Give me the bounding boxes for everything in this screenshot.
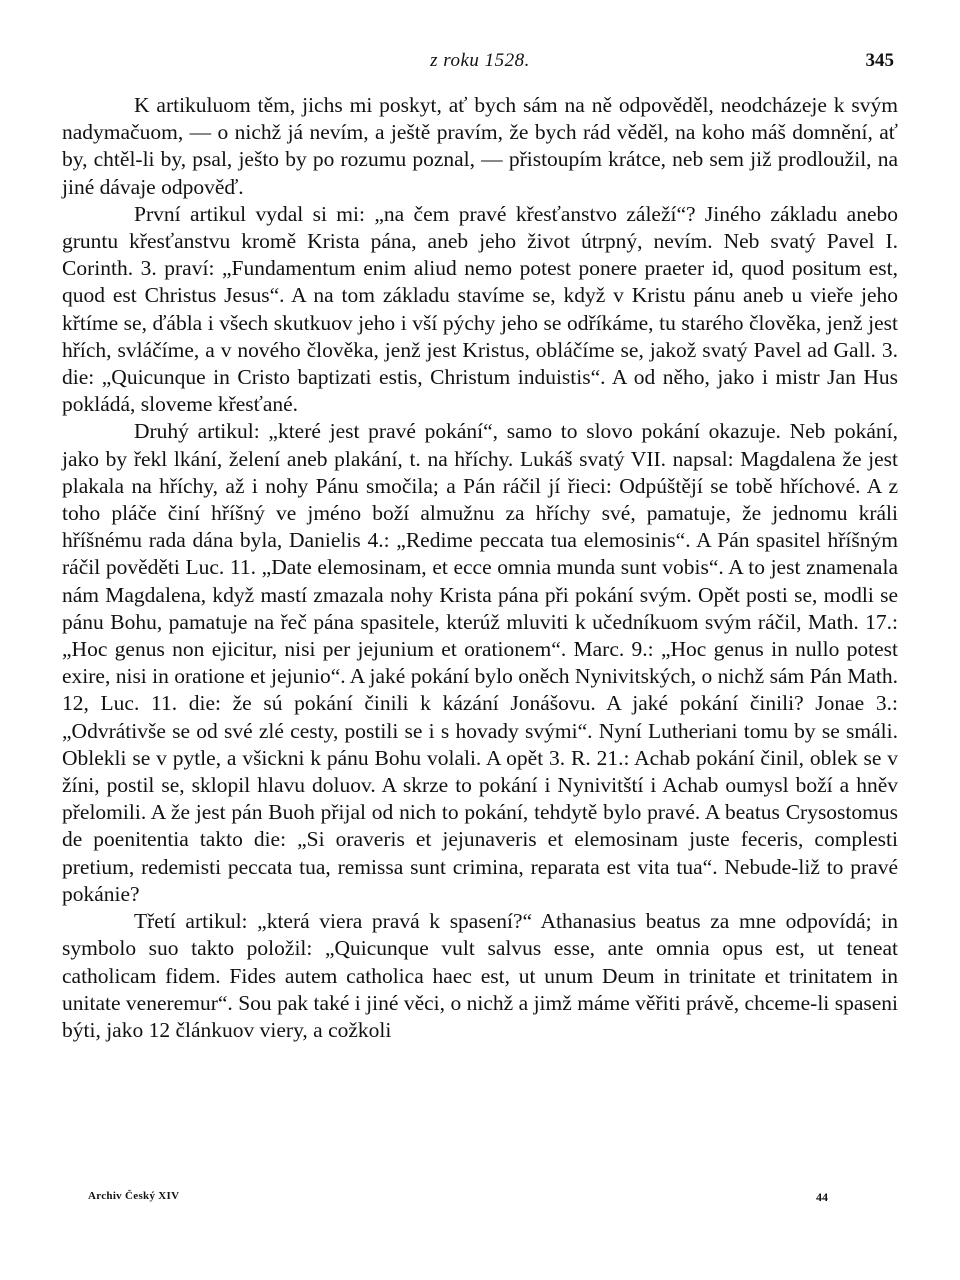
paragraph-second-article: Druhý artikul: „které jest pravé pokání“, samo to slovo pokání okazuje. Neb pokání, jako by řekl lkání, želení aneb plakání, t. na hříchy. Lukáš svatý VII. napsal: Magdalena že jest plakala na hříchy, až i nohy Pánu smočila; a Pán ráčil jí řieci: Odpúštějí se tobě hříchové. A z toho pláče činí hříšný ve jméno boží almužnu za hříchy své, pamatuje, že jednomu králi hříšnému rada dána byla, Danielis 4.: „Redime peccata tua elemosinis“. A Pán spasitel hříšným ráčil pověděti Luc. 11. „Date elemosinam, et ecce omnia munda sunt vobis“. A to jest znamenala nám Magdalena, když mastí zmazala nohy Krista pána při pokání svým. Opět posti se, modli se pánu Bohu, pamatuje na řeč pána spasitele, kterúž mluviti k učedníkuom svým ráčil, Math. 17.: „Hoc genus non ejicitur, nisi per jejunium et orationem“. Marc. 9.: „Hoc genus in nullo potest exire, nisi in oratione et jejunio“. A jaké pokání bylo oněch Nynivitských, o nichž sám Pán Math. 12, Luc. 11. die: že sú pokání činili k kázání Jonášovu. A jaké pokání činili? Jonae 3.: „Odvrátivše se od své zlé cesty, postili se i s hovady svými“. Nyní Lutheriani tomu by se smáli. Oblekli se v pytle, a všickni k pánu Bohu volali. A opět 3. R. 21.: Achab pokání činil, oblek se v žíni, postil se, sklopil hlavu doluov. A skrze to pokání i Nynivitští i Achab oumysl boží a hněv přelomili. A že jest pán Buoh přijal od nich to pokání, tehdytě bylo pravé. A beatus Crysostomus de poenitentia takto die: „Si oraveris et jejunaveris et elemosinam juste feceris, complesti pretium, redemisti peccata tua, remissa sunt crimina, reparata est vita tua“. Nebude-liž to pravé pokánie? — [62, 419, 898, 906]
footer-sheet-number: 44 — [816, 1190, 828, 1204]
body-text — [62, 92, 898, 1044]
running-title: z roku 1528. — [430, 50, 530, 71]
paragraph-articles-intro: K artikuluom těm, jichs mi poskyt, ať bych sám na ně odpověděl, neodcházeje k svým nadymačuom, — o nichž já nevím, a ještě pravím, že bych rád věděl, na koho máš domnění, ať by, chtěl-li by, psal, ješto by po rozumu poznal, — přistoupím krátce, neb sem již prodloužil, na jiné dávaje odpověď. — [62, 93, 898, 199]
paragraph-first-article: První artikul vydal si mi: „na čem pravé křesťanstvo záleží“? Jiného základu anebo gruntu křesťanstvu kromě Krista pána, aneb jeho život útrpný, nevím. Neb svatý Pavel I. Corinth. 3. praví: „Fundamentum enim aliud nemo potest ponere praeter id, quod positum est, quod est Christus Jesus“. A na tom základu stavíme se, když v Kristu pánu aneb u vieře jeho křtíme se, ďábla i všech skutkuov jeho i vší pýchy jeho se odříkáme, tu starého člověka, jenž jest hřích, svláčíme, a v nového člověka, jenž jest Kristus, obláčíme se, jakož svatý Pavel ad Gall. 3. die: „Quicunque in Cristo baptizati estis, Christum induistis“. A od něho, jako i mistr Jan Hus pokládá, sloveme křesťané. — [62, 201, 898, 417]
page-number: 345 — [865, 50, 894, 71]
footer-signature: Archiv Český XIV — [88, 1190, 180, 1202]
paragraph-third-article: Třetí artikul: „která viera pravá k spasení?“ Athanasius beatus za mne odpovídá; in symbolo suo takto položil: „Quicunque vult salvus esse, ante omnia opus est, ut teneat catholicam fidem. Fides autem catholica haec est, ut unum Deum in trinitate et trinitatem in unitate veneremur“. Sou pak také i jiné věci, o nichž a jimž máme věřiti právě, chceme-li spaseni býti, jako 12 článkuov viery, a cožkoli — [62, 909, 898, 1042]
